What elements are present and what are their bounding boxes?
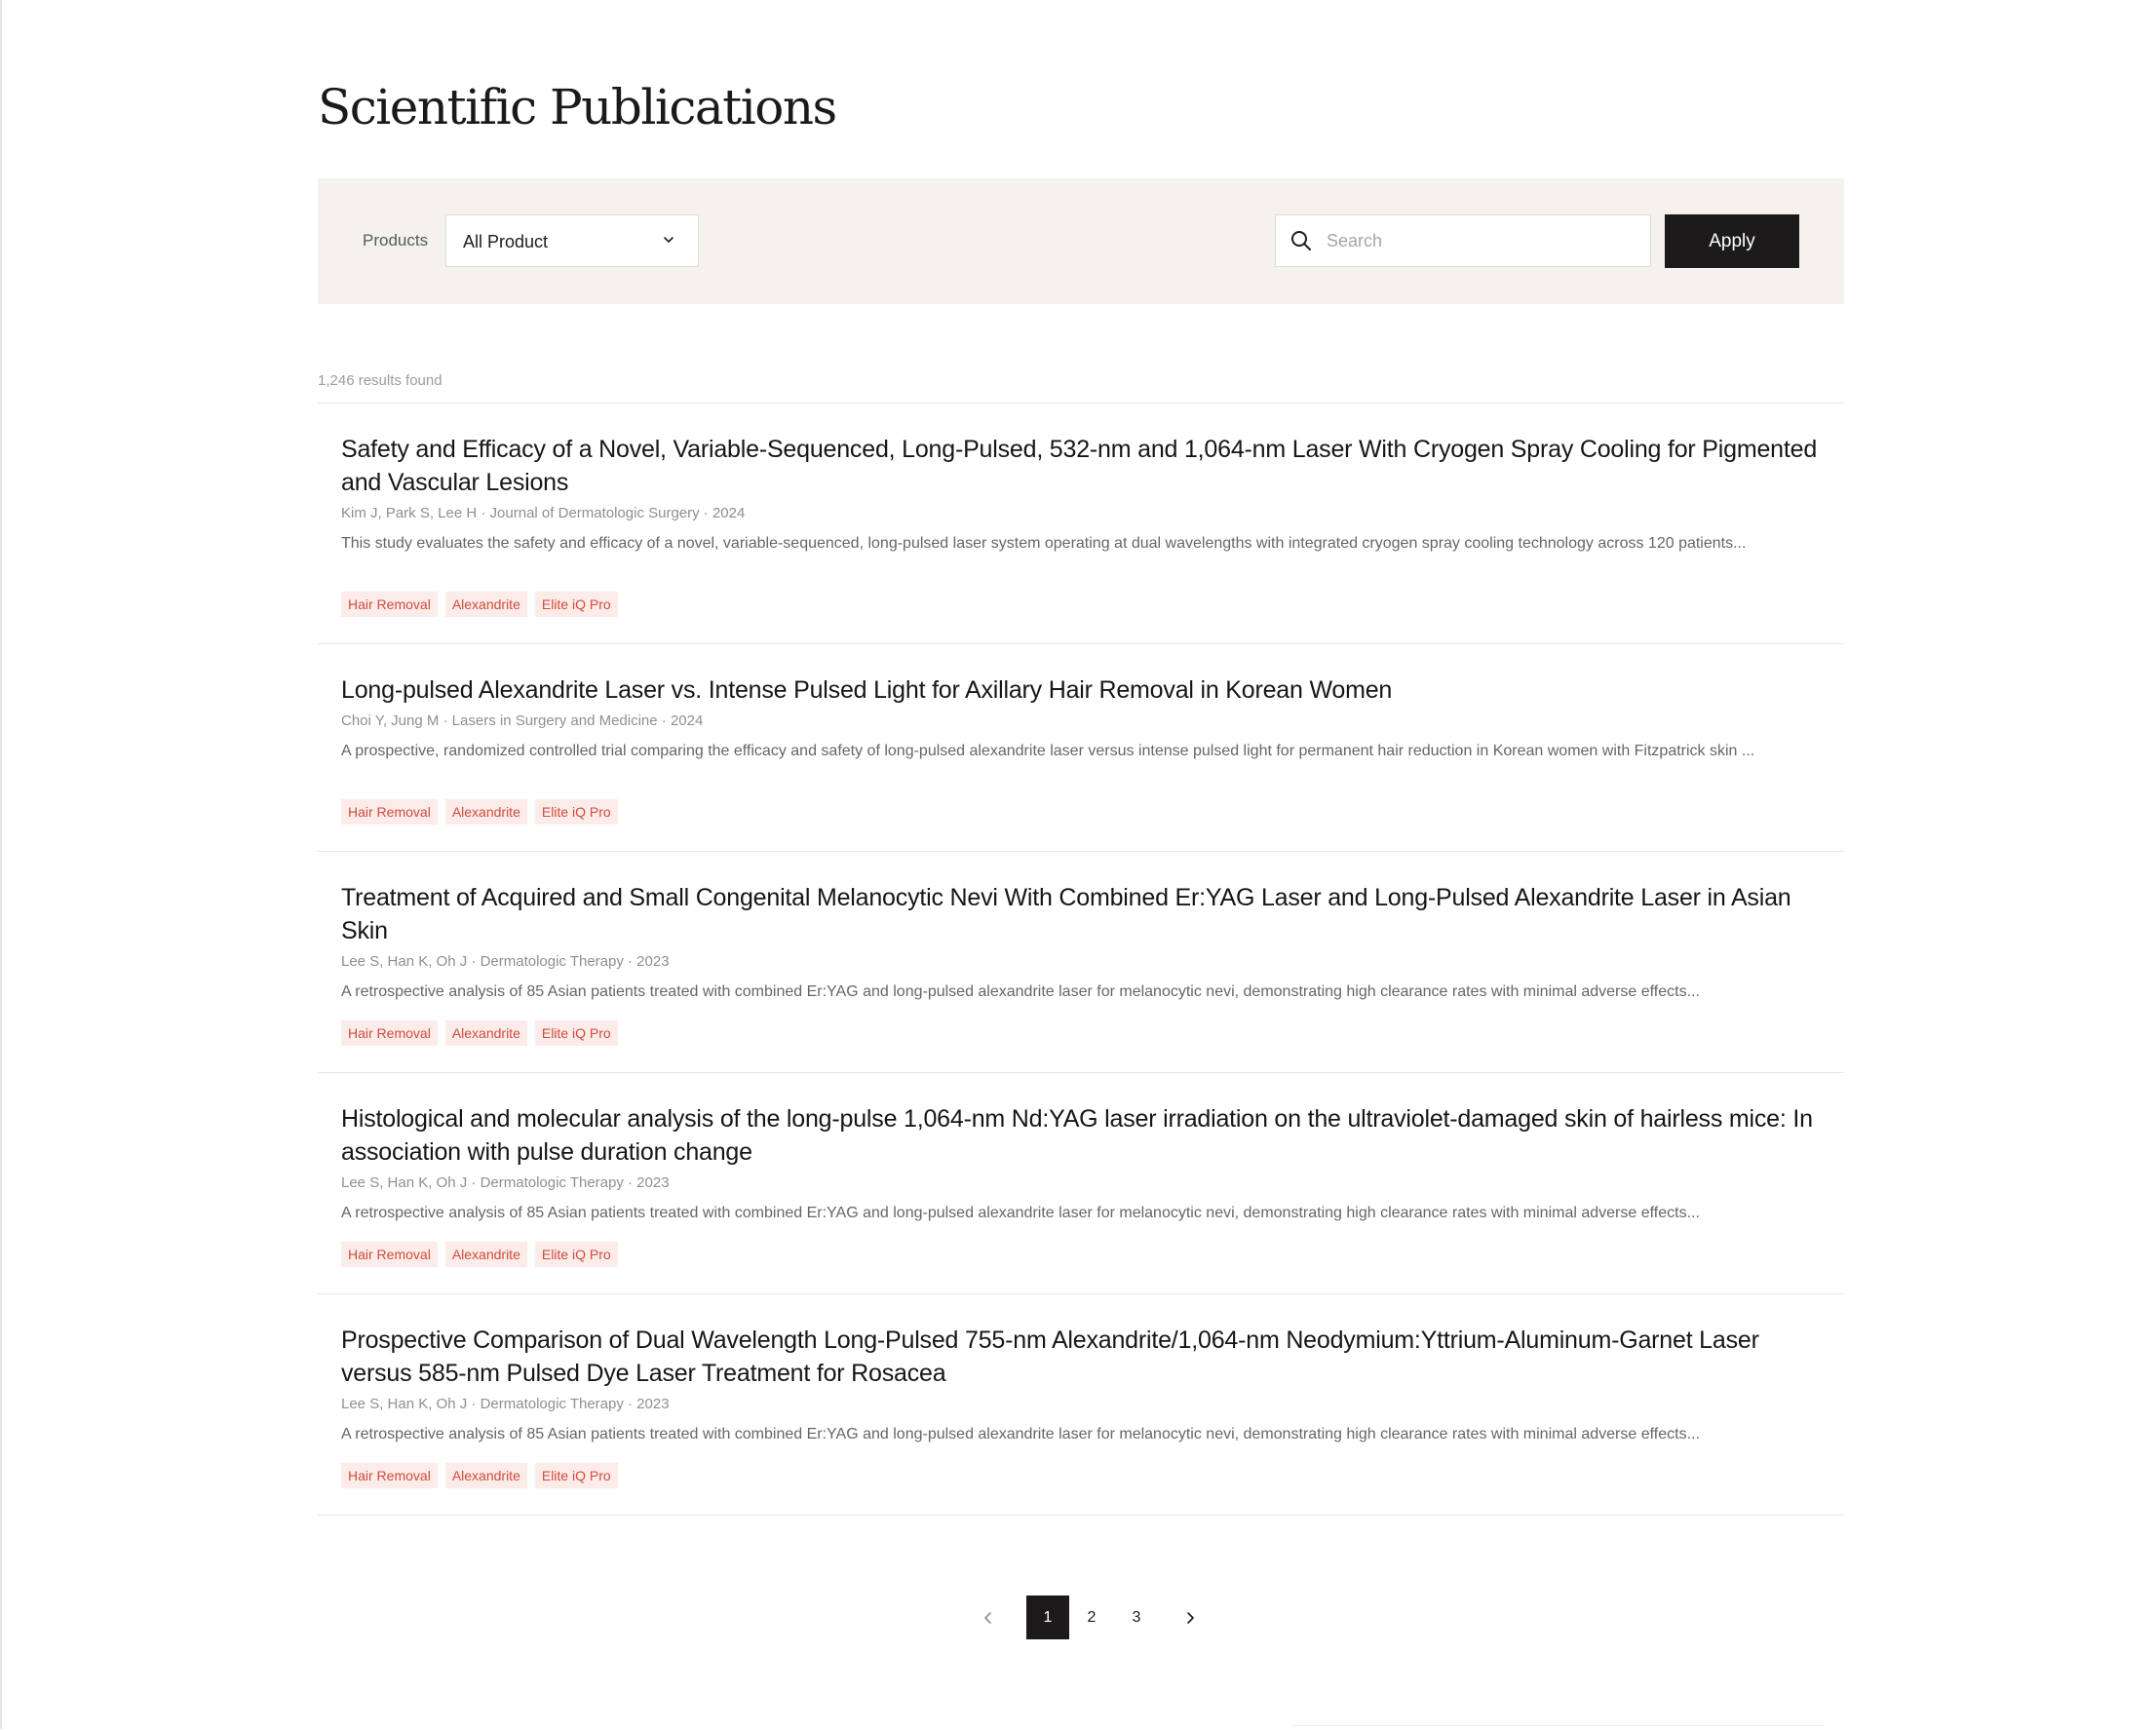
- publication-item[interactable]: [318, 852, 1844, 1073]
- tag-alexandrite[interactable]: Alexandrite: [445, 1020, 527, 1046]
- publication-tags: [341, 592, 618, 617]
- publication-abstract: A retrospective analysis of 85 Asian patients treated with combined Er:YAG and long-pulsed alexandrite laser for melanocytic nevi, demonstrating high clearance rates with minimal adverse effects...: [341, 1205, 1700, 1221]
- products-dropdown[interactable]: [445, 214, 699, 267]
- tag-elite-iq-pro[interactable]: Elite iQ Pro: [535, 1242, 618, 1267]
- publication-abstract: A retrospective analysis of 85 Asian patients treated with combined Er:YAG and long-pulsed alexandrite laser for melanocytic nevi, demonstrating high clearance rates with minimal adverse effects...: [341, 983, 1700, 1000]
- publication-item[interactable]: [318, 644, 1844, 852]
- chevron-left-icon[interactable]: [977, 1606, 1000, 1630]
- page-left-border: [0, 0, 2, 1729]
- apply-button[interactable]: Apply: [1665, 214, 1799, 268]
- page-button-1[interactable]: 1: [1026, 1595, 1069, 1639]
- tag-alexandrite[interactable]: Alexandrite: [445, 592, 527, 617]
- publication-item[interactable]: [318, 1294, 1844, 1516]
- publication-title[interactable]: Safety and Efficacy of a Novel, Variable-Sequenced, Long-Pulsed, 532-nm and 1,064-nm Laser With Cryogen Spray Cooling for Pigmented and Vascular Lesions: [341, 436, 1818, 496]
- pagination: [318, 1595, 1844, 1640]
- publication-tags: [341, 799, 618, 825]
- tag-hair-removal[interactable]: Hair Removal: [341, 1020, 438, 1046]
- tag-alexandrite[interactable]: Alexandrite: [445, 799, 527, 825]
- search-box[interactable]: [1275, 214, 1651, 267]
- publication-meta: Lee S, Han K, Oh J · Dermatologic Therapy · 2023: [341, 1396, 670, 1412]
- tag-hair-removal[interactable]: Hair Removal: [341, 1463, 438, 1488]
- results-list: [318, 403, 1844, 1516]
- publication-tags: [341, 1242, 618, 1267]
- search-icon: [1290, 229, 1313, 252]
- filter-bar: [318, 178, 1844, 304]
- tag-elite-iq-pro[interactable]: Elite iQ Pro: [535, 799, 618, 825]
- publication-title[interactable]: Long-pulsed Alexandrite Laser vs. Intense Pulsed Light for Axillary Hair Removal in Korean Women: [341, 676, 1393, 704]
- publication-abstract: A retrospective analysis of 85 Asian patients treated with combined Er:YAG and long-pulsed alexandrite laser for melanocytic nevi, demonstrating high clearance rates with minimal adverse effects...: [341, 1426, 1700, 1442]
- publication-item[interactable]: [318, 1073, 1844, 1294]
- tag-hair-removal[interactable]: Hair Removal: [341, 1242, 438, 1267]
- tag-elite-iq-pro[interactable]: Elite iQ Pro: [535, 1463, 618, 1488]
- tag-alexandrite[interactable]: Alexandrite: [445, 1242, 527, 1267]
- tag-hair-removal[interactable]: Hair Removal: [341, 592, 438, 617]
- tag-alexandrite[interactable]: Alexandrite: [445, 1463, 527, 1488]
- publication-title[interactable]: Prospective Comparison of Dual Wavelength Long-Pulsed 755-nm Alexandrite/1,064-nm Neodymium:Yttrium-Aluminum-Garnet Laser versus 585-nm Pulsed Dye Laser Treatment for Rosacea: [341, 1326, 1759, 1387]
- page-button-3[interactable]: 3: [1132, 1609, 1141, 1626]
- publication-title[interactable]: Histological and molecular analysis of the long-pulse 1,064-nm Nd:YAG laser irradiation on the ultraviolet-damaged skin of hairless mice: In association with pulse duration change: [341, 1105, 1813, 1166]
- publication-title[interactable]: Treatment of Acquired and Small Congenital Melanocytic Nevi With Combined Er:YAG Laser and Long-Pulsed Alexandrite Laser in Asian Skin: [341, 884, 1791, 944]
- publication-meta: Lee S, Han K, Oh J · Dermatologic Therapy · 2023: [341, 1174, 670, 1191]
- results-count: 1,246 results found: [318, 372, 443, 389]
- products-dropdown-value: All Product: [463, 232, 549, 251]
- publication-meta: Choi Y, Jung M · Lasers in Surgery and Medicine · 2024: [341, 712, 704, 729]
- tag-elite-iq-pro[interactable]: Elite iQ Pro: [535, 592, 618, 617]
- page-button-2[interactable]: 2: [1087, 1609, 1097, 1626]
- publication-meta: Kim J, Park S, Lee H · Journal of Dermatologic Surgery · 2024: [341, 505, 746, 521]
- products-filter-label: Products: [363, 231, 429, 250]
- publication-meta: Lee S, Han K, Oh J · Dermatologic Therapy · 2023: [341, 953, 670, 970]
- publication-abstract: A prospective, randomized controlled trial comparing the efficacy and safety of long-pulsed alexandrite laser versus intense pulsed light for permanent hair reduction in Korean women with Fitzpatrick skin ...: [341, 743, 1755, 759]
- publication-item[interactable]: [318, 404, 1844, 644]
- tag-hair-removal[interactable]: Hair Removal: [341, 799, 438, 825]
- publication-tags: [341, 1463, 618, 1488]
- tag-elite-iq-pro[interactable]: Elite iQ Pro: [535, 1020, 618, 1046]
- page-title: Scientific Publications: [318, 79, 836, 135]
- footer-edge: [1291, 1725, 1824, 1730]
- publication-abstract: This study evaluates the safety and efficacy of a novel, variable-sequenced, long-pulsed laser system operating at dual wavelengths with integrated cryogen spray cooling technology across 120 patients...: [341, 535, 1747, 552]
- search-input[interactable]: [1327, 223, 1638, 258]
- publication-tags: [341, 1020, 618, 1046]
- chevron-right-icon[interactable]: [1178, 1606, 1202, 1630]
- chevron-down-icon: [661, 232, 676, 248]
